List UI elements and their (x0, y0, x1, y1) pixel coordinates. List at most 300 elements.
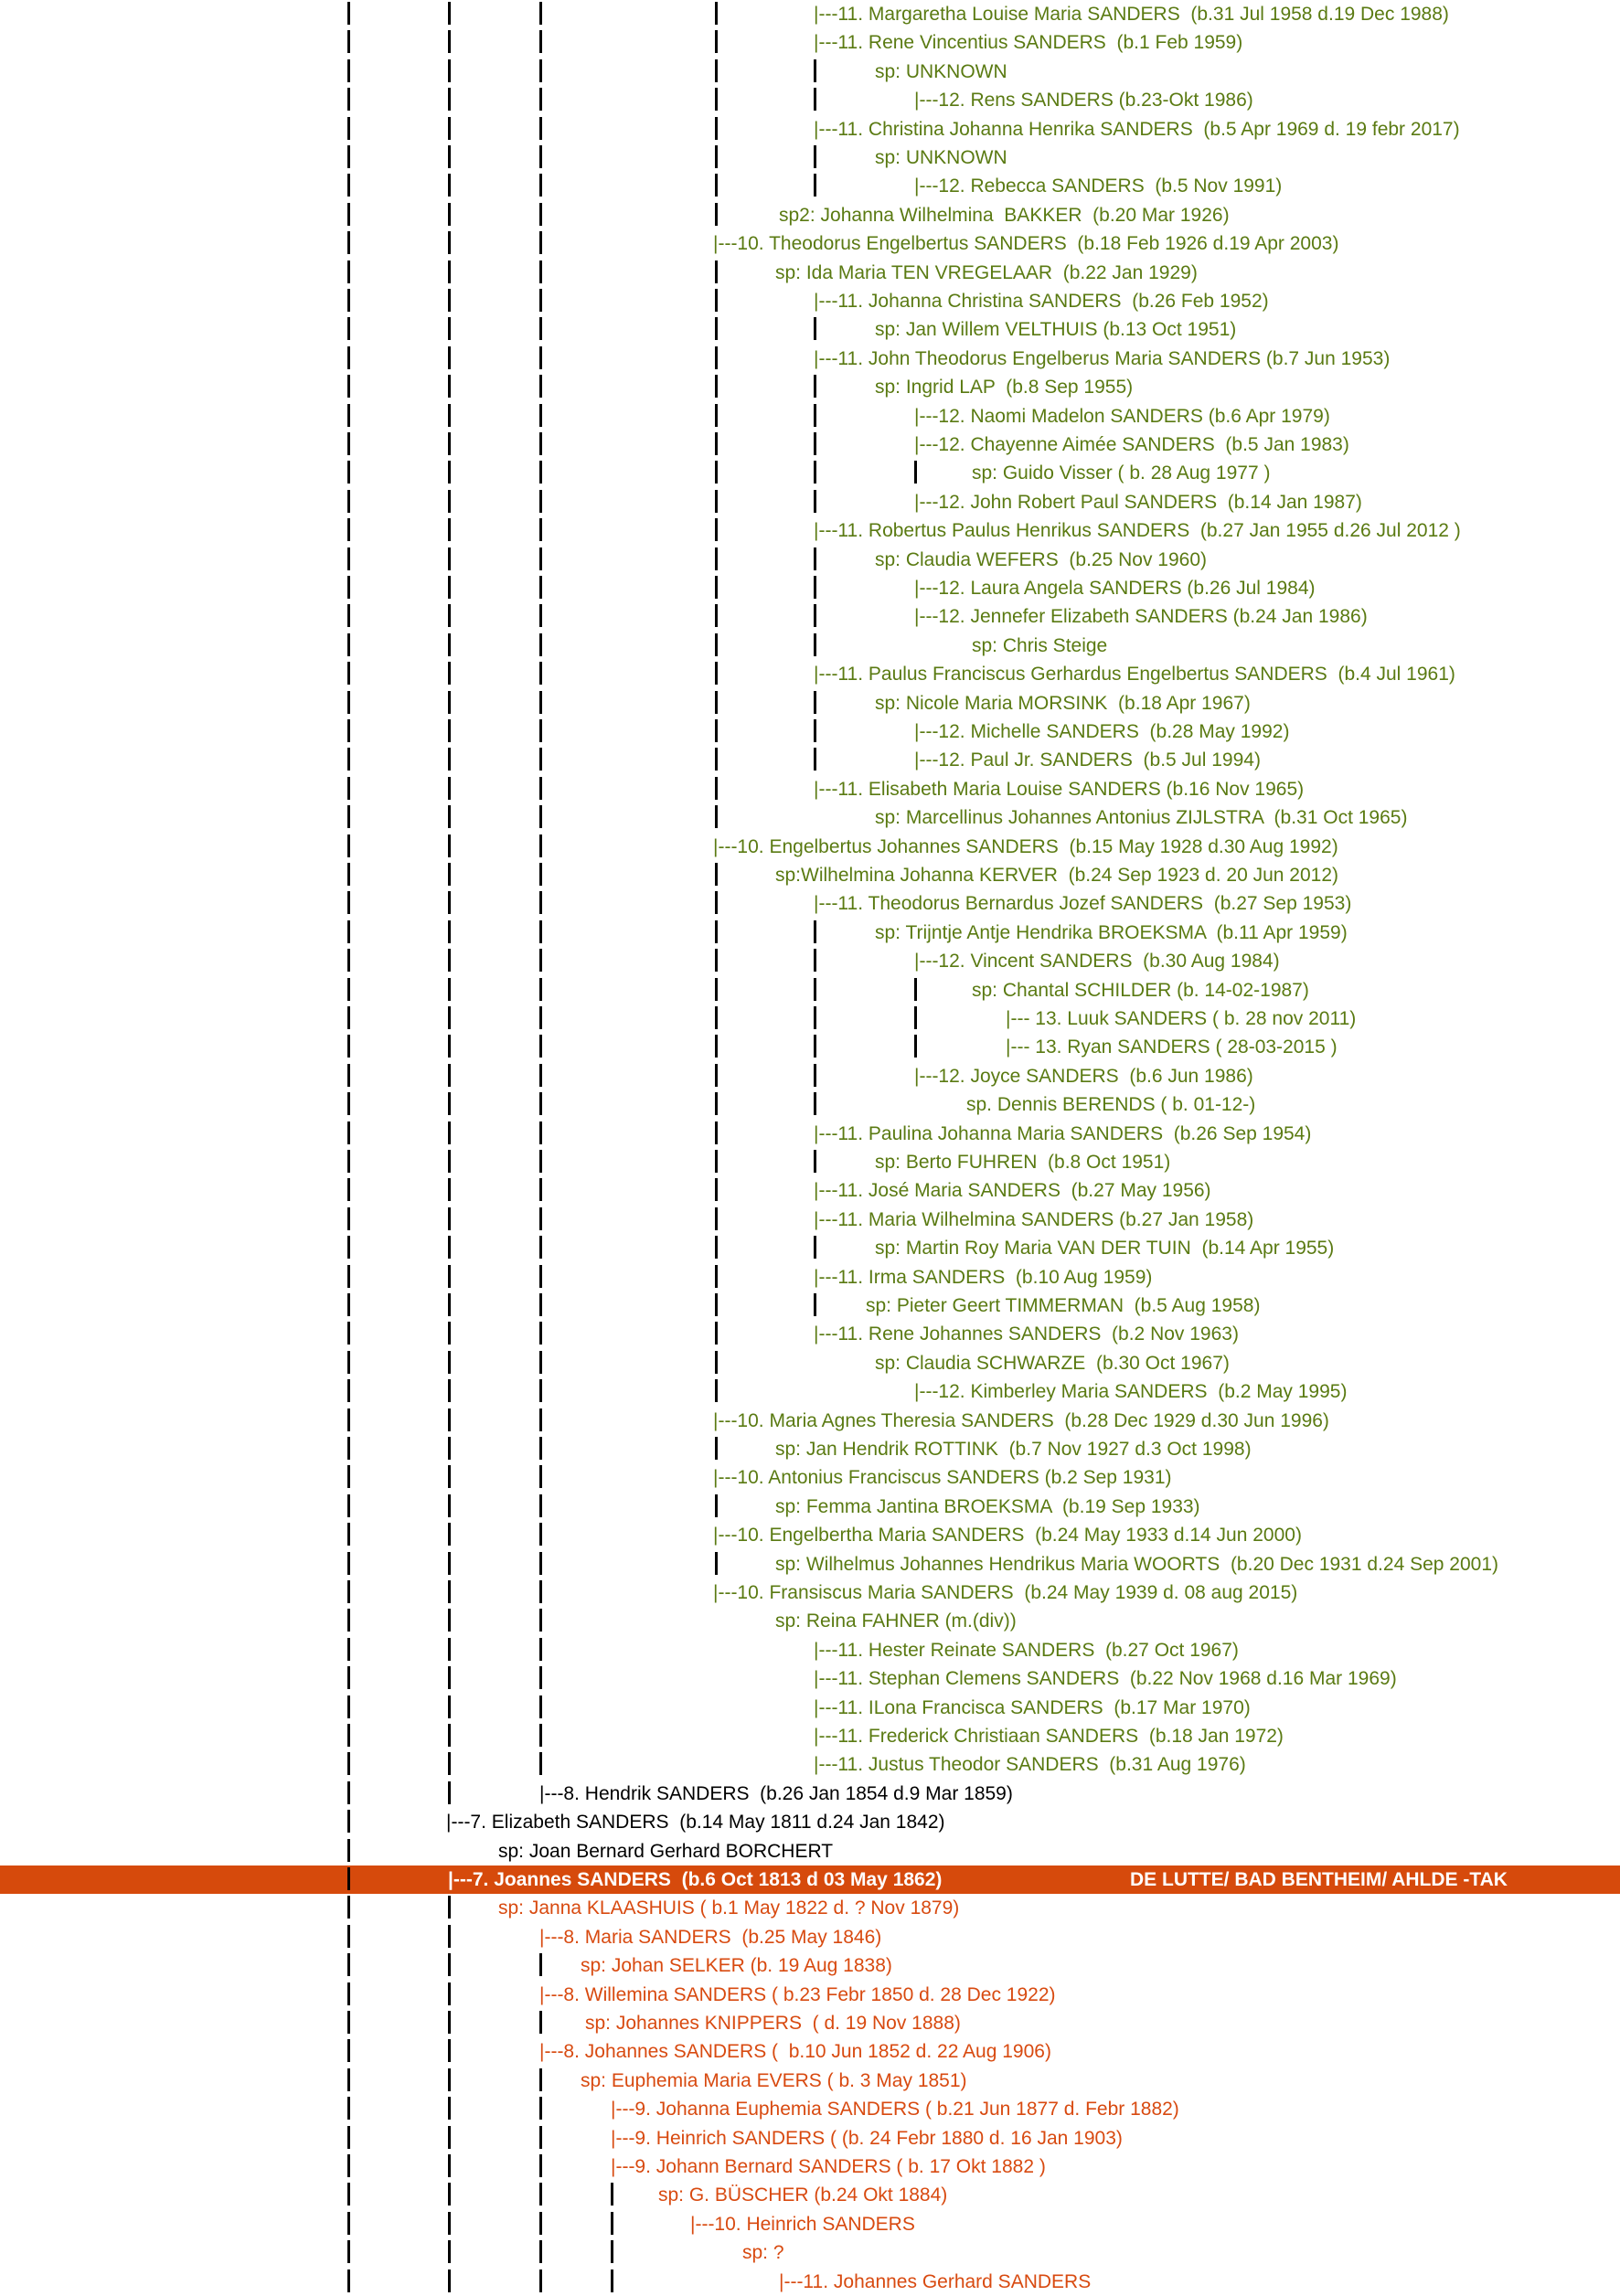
tree-connector (448, 1953, 451, 1976)
tree-connector (347, 117, 350, 140)
tree-connector (448, 1982, 451, 2005)
tree-connector (448, 1236, 451, 1259)
person-entry: sp2: Johanna Wilhelmina BAKKER (b.20 Mar 1926) (779, 204, 1230, 226)
tree-connector (448, 1092, 451, 1115)
tree-line (0, 287, 1620, 315)
tree-connector (347, 1178, 350, 1201)
tree-connector (814, 633, 816, 656)
tree-line (0, 229, 1620, 258)
tree-connector (539, 461, 542, 484)
tree-line (0, 1004, 1620, 1033)
tree-connector (539, 117, 542, 140)
tree-line (0, 1636, 1620, 1664)
tree-connector (448, 174, 451, 197)
tree-connector (347, 1150, 350, 1173)
tree-connector (539, 576, 542, 599)
tree-connector (539, 346, 542, 369)
tree-line (0, 919, 1620, 947)
tree-connector (539, 2068, 542, 2091)
tree-line (0, 947, 1620, 975)
tree-line (0, 1435, 1620, 1463)
person-entry: |---11. John Theodorus Engelberus Maria SANDERS (b.7 Jun 1953) (814, 347, 1391, 369)
tree-connector (347, 719, 350, 742)
tree-connector (347, 604, 350, 627)
tree-connector (347, 633, 350, 656)
tree-connector (448, 2039, 451, 2062)
tree-connector (448, 863, 451, 886)
tree-connector (347, 1322, 350, 1345)
tree-connector (715, 949, 718, 972)
tree-connector (814, 978, 816, 1001)
tree-connector (347, 1064, 350, 1087)
tree-line (0, 1407, 1620, 1435)
tree-connector (715, 30, 718, 53)
person-entry: |---11. Stephan Clemens SANDERS (b.22 Nov 1968 d.16 Mar 1969) (814, 1668, 1397, 1690)
tree-line (0, 2124, 1620, 2152)
person-entry: |---11. Paulus Franciscus Gerhardus Engelbertus SANDERS (b.4 Jul 1961) (814, 664, 1455, 686)
tree-connector (448, 289, 451, 312)
tree-line (0, 689, 1620, 718)
tree-connector (715, 117, 718, 140)
tree-connector (347, 547, 350, 570)
person-entry: sp: Reina FAHNER (m.(div)) (775, 1610, 1017, 1632)
tree-connector (448, 978, 451, 1001)
tree-connector (814, 691, 816, 714)
tree-connector (347, 1695, 350, 1718)
tree-connector (814, 576, 816, 599)
person-entry: |---11. Justus Theodor SANDERS (b.31 Aug 1976) (814, 1754, 1246, 1776)
tree-connector (347, 1867, 350, 1890)
tree-connector (448, 2068, 451, 2091)
tree-connector (814, 461, 816, 484)
tree-connector (715, 719, 718, 742)
tree-connector (715, 88, 718, 111)
tree-connector (347, 1781, 350, 1804)
person-entry: |--- 13. Ryan SANDERS ( 28-03-2015 ) (1006, 1036, 1338, 1058)
tree-connector (448, 2183, 451, 2206)
person-entry: sp: Martin Roy Maria VAN DER TUIN (b.14 Apr 1955) (875, 1238, 1335, 1260)
tree-connector (914, 1035, 917, 1058)
tree-connector (715, 432, 718, 455)
person-entry: |---10. Antonius Franciscus SANDERS (b.2 Sep 1931) (713, 1467, 1172, 1489)
tree-connector (347, 1408, 350, 1431)
tree-connector (448, 920, 451, 943)
tree-connector (539, 1379, 542, 1402)
tree-line (0, 1320, 1620, 1348)
tree-line (0, 1120, 1620, 1148)
tree-connector (539, 920, 542, 943)
person-entry: |---12. Chayenne Aimée SANDERS (b.5 Jan 1983) (914, 434, 1349, 455)
tree-connector (448, 2126, 451, 2149)
person-entry: |---11. Johanna Christina SANDERS (b.26 Feb 1952) (814, 291, 1269, 312)
tree-connector (539, 1494, 542, 1517)
tree-connector (347, 1092, 350, 1115)
tree-connector (347, 662, 350, 685)
tree-connector (448, 2154, 451, 2177)
tree-line (0, 1377, 1620, 1406)
tree-connector (448, 145, 451, 168)
tree-line (0, 488, 1620, 516)
tree-connector (715, 1437, 718, 1460)
person-entry: |---11. Irma SANDERS (b.10 Aug 1959) (814, 1266, 1153, 1288)
person-entry: sp: Ida Maria TEN VREGELAAR (b.22 Jan 1929) (775, 261, 1198, 283)
tree-line (0, 2009, 1620, 2037)
tree-connector (814, 1293, 816, 1316)
tree-connector (814, 1064, 816, 1087)
tree-line (0, 259, 1620, 287)
tree-connector (715, 1092, 718, 1115)
tree-connector (611, 2212, 613, 2235)
tree-connector (347, 317, 350, 340)
tree-connector (715, 59, 718, 82)
tree-connector (539, 1121, 542, 1144)
tree-connector (347, 461, 350, 484)
tree-line (0, 315, 1620, 344)
tree-line (0, 2268, 1620, 2296)
person-entry: |---12. Naomi Madelon SANDERS (b.6 Apr 1979) (914, 405, 1330, 427)
tree-connector (448, 1035, 451, 1058)
tree-line (0, 1206, 1620, 1234)
person-entry: sp: Berto FUHREN (b.8 Oct 1951) (875, 1152, 1171, 1173)
tree-line (0, 28, 1620, 57)
person-entry: |---12. Rebecca SANDERS (b.5 Nov 1991) (914, 175, 1283, 197)
tree-connector (347, 2183, 350, 2206)
tree-connector (715, 604, 718, 627)
tree-connector (539, 1724, 542, 1747)
tree-connector (814, 404, 816, 427)
tree-connector (715, 2, 718, 25)
tree-connector (347, 920, 350, 943)
tree-connector (539, 2269, 542, 2292)
tree-connector (814, 1006, 816, 1029)
tree-connector (814, 490, 816, 513)
tree-line (0, 602, 1620, 631)
tree-connector (715, 1293, 718, 1316)
person-entry: |---11. Maria Wilhelmina SANDERS (b.27 Jan 1958) (814, 1208, 1254, 1230)
person-entry: |---7. Joannes SANDERS (b.6 Oct 1813 d 03 May 1862) (448, 1869, 943, 1890)
person-entry: sp: Johan SELKER (b. 19 Aug 1838) (581, 1955, 892, 1977)
tree-connector (448, 719, 451, 742)
tree-connector (539, 2, 542, 25)
tree-connector (539, 1265, 542, 1288)
tree-connector (539, 1035, 542, 1058)
tree-connector (539, 2011, 542, 2034)
tree-connector (448, 461, 451, 484)
tree-connector (347, 805, 350, 828)
person-entry: sp: Johannes KNIPPERS ( d. 19 Nov 1888) (585, 2013, 961, 2034)
tree-line (0, 574, 1620, 602)
tree-connector (448, 1265, 451, 1288)
tree-connector (715, 748, 718, 771)
tree-line (0, 976, 1620, 1004)
tree-connector (347, 2126, 350, 2149)
tree-connector (448, 432, 451, 455)
tree-connector (611, 2183, 613, 2206)
tree-connector (814, 547, 816, 570)
tree-connector (347, 1896, 350, 1919)
person-entry: sp: Jan Hendrik ROTTINK (b.7 Nov 1927 d.3 Oct 1998) (775, 1439, 1252, 1460)
person-entry: sp: Euphemia Maria EVERS ( b. 3 May 1851) (581, 2069, 967, 2091)
tree-connector (715, 547, 718, 570)
tree-connector (347, 1293, 350, 1316)
tree-line (0, 1062, 1620, 1090)
tree-connector (715, 1379, 718, 1402)
tree-connector (814, 145, 816, 168)
tree-connector (347, 2, 350, 25)
tree-connector (715, 1150, 718, 1173)
tree-connector (347, 432, 350, 455)
tree-connector (448, 691, 451, 714)
tree-line (0, 115, 1620, 144)
tree-line (0, 718, 1620, 746)
tree-connector (448, 518, 451, 541)
tree-connector (448, 1150, 451, 1173)
tree-line (0, 1263, 1620, 1292)
tree-line (0, 861, 1620, 889)
person-entry: |---12. Joyce SANDERS (b.6 Jun 1986) (914, 1065, 1253, 1087)
tree-connector (347, 404, 350, 427)
tree-connector (448, 260, 451, 283)
tree-connector (347, 490, 350, 513)
tree-connector (448, 1494, 451, 1517)
person-entry: |---10. Theodorus Engelbertus SANDERS (b.18 Feb 1926 d.19 Apr 2003) (713, 233, 1339, 255)
tree-connector (715, 404, 718, 427)
tree-connector (715, 145, 718, 168)
person-entry: |---11. Robertus Paulus Henrikus SANDERS (b.27 Jan 1955 d.26 Jul 2012 ) (814, 520, 1461, 542)
tree-line (0, 2238, 1620, 2267)
tree-line (0, 402, 1620, 430)
tree-line (0, 2210, 1620, 2238)
tree-connector (914, 1006, 917, 1029)
person-entry: |---11. Rene Vincentius SANDERS (b.1 Feb 1959) (814, 32, 1243, 54)
tree-connector (539, 2212, 542, 2235)
person-entry: sp: UNKNOWN (875, 60, 1007, 82)
tree-connector (448, 1293, 451, 1316)
person-entry: sp: Trijntje Antje Hendrika BROEKSMA (b.11 Apr 1959) (875, 921, 1348, 943)
tree-connector (347, 2154, 350, 2177)
tree-connector (715, 1494, 718, 1517)
tree-connector (539, 1552, 542, 1575)
tree-connector (715, 1064, 718, 1087)
tree-connector (814, 920, 816, 943)
tree-connector (814, 1236, 816, 1259)
tree-line (0, 1349, 1620, 1377)
tree-connector (448, 834, 451, 857)
tree-line (0, 833, 1620, 861)
tree-connector (539, 231, 542, 254)
tree-line (0, 373, 1620, 401)
tree-connector (715, 978, 718, 1001)
tree-connector (347, 260, 350, 283)
person-entry: |---12. Kimberley Maria SANDERS (b.2 May 1995) (914, 1381, 1348, 1403)
person-entry: sp: G. BÜSCHER (b.24 Okt 1884) (658, 2184, 948, 2206)
tree-connector (347, 174, 350, 197)
tree-connector (448, 231, 451, 254)
tree-connector (539, 2240, 542, 2263)
tree-line (0, 1033, 1620, 1061)
tree-line (0, 2037, 1620, 2066)
person-entry: |---11. ILona Francisca SANDERS (b.17 Mar 1970) (814, 1696, 1251, 1718)
tree-connector (814, 174, 816, 197)
tree-connector (539, 1465, 542, 1488)
tree-connector (448, 1781, 451, 1804)
tree-connector (715, 1207, 718, 1230)
tree-connector (539, 691, 542, 714)
tree-connector (814, 949, 816, 972)
tree-connector (715, 203, 718, 226)
tree-line (0, 2152, 1620, 2181)
person-entry: |---10. Maria Agnes Theresia SANDERS (b.28 Dec 1929 d.30 Jun 1996) (713, 1409, 1329, 1431)
tree-connector (715, 805, 718, 828)
tree-connector (347, 1006, 350, 1029)
tree-connector (347, 289, 350, 312)
tree-line (0, 660, 1620, 688)
tree-line (0, 775, 1620, 803)
tree-connector (448, 203, 451, 226)
tree-connector (448, 547, 451, 570)
tree-connector (448, 662, 451, 685)
tree-connector (715, 317, 718, 340)
tree-connector (448, 1178, 451, 1201)
tree-line (0, 1837, 1620, 1866)
tree-connector (347, 1035, 350, 1058)
tree-connector (448, 891, 451, 914)
person-entry: |---11. Frederick Christiaan SANDERS (b.18 Jan 1972) (814, 1726, 1284, 1747)
tree-line (0, 746, 1620, 774)
person-entry: sp: Claudia WEFERS (b.25 Nov 1960) (875, 548, 1207, 570)
person-entry: sp: Chantal SCHILDER (b. 14-02-1987) (972, 979, 1309, 1001)
tree-connector (448, 1609, 451, 1632)
tree-connector (448, 1465, 451, 1488)
tree-connector (448, 2011, 451, 2034)
tree-connector (347, 1437, 350, 1460)
tree-connector (347, 1752, 350, 1775)
tree-line (0, 1664, 1620, 1693)
tree-connector (539, 432, 542, 455)
person-entry: |---11. Theodorus Bernardus Jozef SANDERS (b.27 Sep 1953) (814, 893, 1352, 915)
tree-connector (448, 88, 451, 111)
tree-connector (539, 375, 542, 398)
tree-connector (347, 2097, 350, 2120)
tree-connector (539, 547, 542, 570)
tree-connector (448, 59, 451, 82)
tree-connector (539, 59, 542, 82)
tree-connector (715, 1236, 718, 1259)
tree-line (0, 1808, 1620, 1836)
tree-line (0, 0, 1620, 28)
tree-connector (539, 834, 542, 857)
person-entry: |---9. Johann Bernard SANDERS ( b. 17 Okt 1882 ) (611, 2156, 1046, 2177)
tree-connector (347, 2269, 350, 2292)
tree-connector (715, 174, 718, 197)
tree-connector (448, 1322, 451, 1345)
tree-connector (448, 1351, 451, 1374)
tree-connector (611, 2269, 613, 2292)
tree-connector (539, 289, 542, 312)
tree-connector (539, 633, 542, 656)
tree-line (0, 1951, 1620, 1980)
tree-connector (539, 490, 542, 513)
person-entry: |---11. Christina Johanna Henrika SANDERS (b.5 Apr 1969 d. 19 febr 2017) (814, 118, 1460, 140)
tree-connector (539, 1006, 542, 1029)
tree-line (0, 430, 1620, 459)
tree-line (0, 1292, 1620, 1320)
tree-line (0, 1750, 1620, 1779)
tree-connector (539, 1351, 542, 1374)
tree-connector (448, 2269, 451, 2292)
person-entry: |---8. Hendrik SANDERS (b.26 Jan 1854 d.9 Mar 1859) (539, 1782, 1013, 1804)
person-entry: |---7. Elizabeth SANDERS (b.14 May 1811 d.24 Jan 1842) (446, 1812, 945, 1834)
tree-connector (448, 1437, 451, 1460)
tree-connector (347, 375, 350, 398)
tree-connector (347, 203, 350, 226)
tree-connector (539, 604, 542, 627)
tree-connector (539, 1322, 542, 1345)
person-entry: sp:Wilhelmina Johanna KERVER (b.24 Sep 1923 d. 20 Jun 2012) (775, 865, 1338, 886)
tree-connector (347, 518, 350, 541)
tree-connector (539, 1207, 542, 1230)
tree-line (0, 1493, 1620, 1521)
tree-connector (539, 2183, 542, 2206)
tree-connector (539, 1437, 542, 1460)
tree-connector (347, 88, 350, 111)
tree-connector (539, 317, 542, 340)
branch-tag: DE LUTTE/ BAD BENTHEIM/ AHLDE -TAK (1130, 1869, 1508, 1890)
tree-line (0, 1780, 1620, 1808)
tree-connector (347, 691, 350, 714)
tree-line (0, 86, 1620, 114)
tree-connector (715, 289, 718, 312)
person-entry: sp: Guido Visser ( b. 28 Aug 1977 ) (972, 462, 1271, 484)
tree-connector (539, 2126, 542, 2149)
tree-connector (539, 1638, 542, 1661)
tree-connector (715, 1351, 718, 1374)
tree-connector (715, 1322, 718, 1345)
tree-connector (539, 978, 542, 1001)
tree-line (0, 1578, 1620, 1607)
tree-connector (448, 2, 451, 25)
tree-connector (814, 88, 816, 111)
tree-line (0, 1694, 1620, 1722)
tree-connector (347, 949, 350, 972)
tree-connector (448, 404, 451, 427)
tree-connector (715, 863, 718, 886)
tree-connector (539, 1150, 542, 1173)
tree-connector (814, 1150, 816, 1173)
tree-connector (347, 1666, 350, 1689)
person-entry: sp: Joan Bernard Gerhard BORCHERT (498, 1840, 834, 1862)
tree-connector (715, 1265, 718, 1288)
tree-connector (347, 2068, 350, 2091)
tree-connector (715, 461, 718, 484)
tree-connector (347, 891, 350, 914)
tree-connector (448, 604, 451, 627)
tree-connector (448, 1724, 451, 1747)
tree-connector (539, 748, 542, 771)
person-entry: |---8. Willemina SANDERS ( b.23 Febr 1850 d. 28 Dec 1922) (539, 1983, 1056, 2005)
tree-connector (814, 432, 816, 455)
tree-connector (814, 748, 816, 771)
tree-connector (347, 777, 350, 800)
tree-line (0, 516, 1620, 545)
tree-line (0, 1148, 1620, 1176)
tree-connector (448, 748, 451, 771)
tree-line (0, 546, 1620, 574)
tree-connector (347, 2011, 350, 2034)
tree-connector (539, 518, 542, 541)
person-entry: |---12. Laura Angela SANDERS (b.26 Jul 1984) (914, 578, 1316, 599)
tree-connector (347, 1580, 350, 1603)
